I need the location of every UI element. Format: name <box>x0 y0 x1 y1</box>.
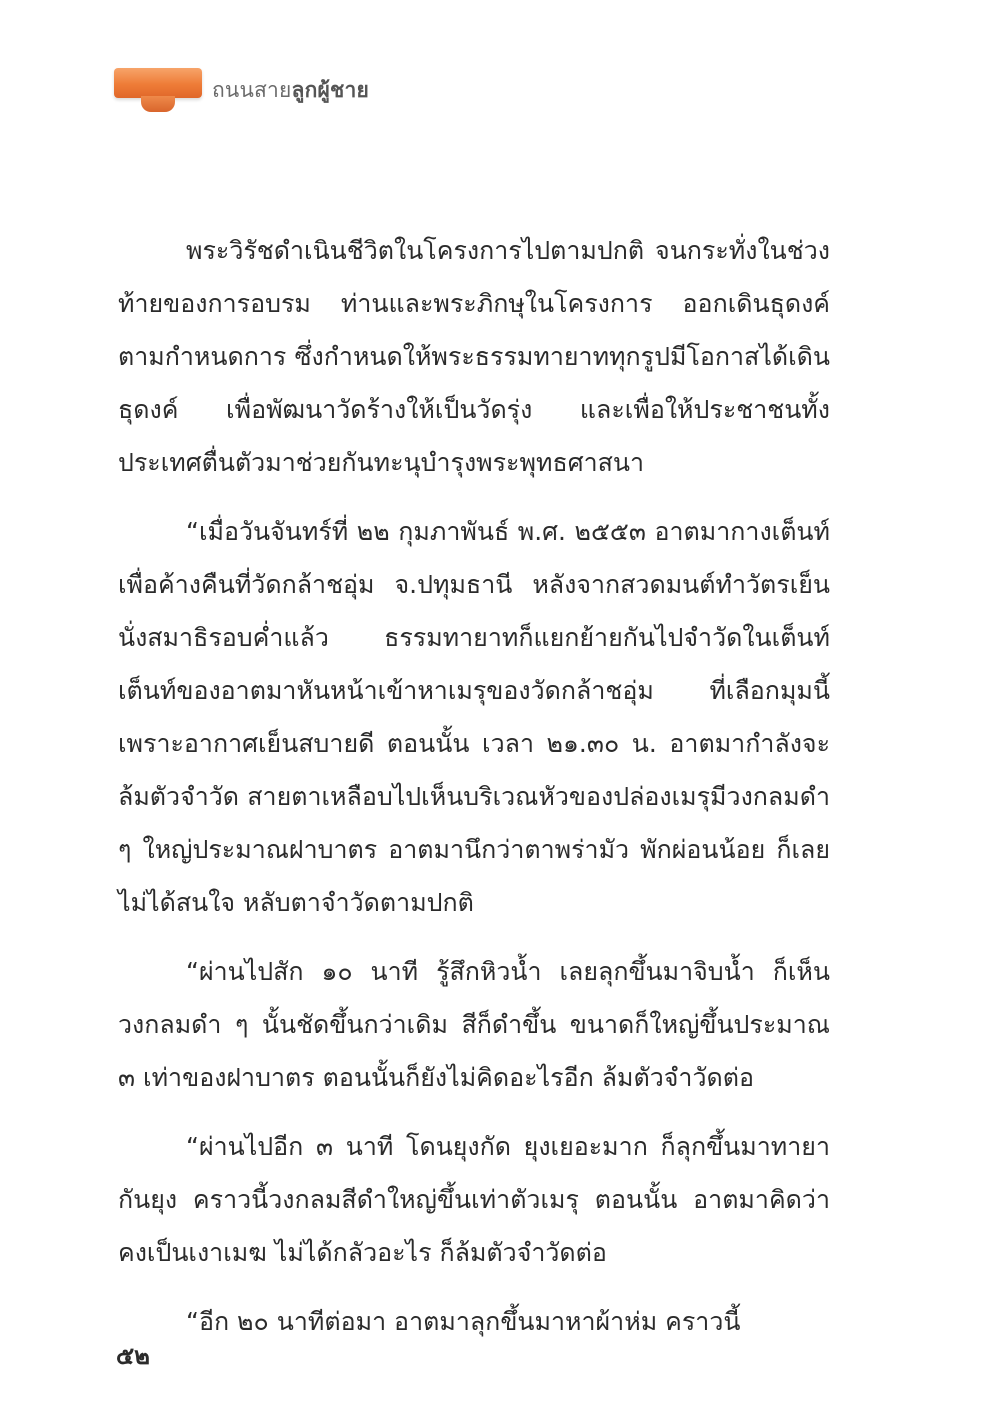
header-title <box>212 74 369 107</box>
header-title-part1: ถนนสาย <box>212 77 292 102</box>
paragraph: “อีก ๒๐ นาทีต่อมา อาตมาลุกขึ้นมาหาผ้าห่ม คราวนี้ <box>186 1307 741 1336</box>
book-cover-shape <box>114 68 202 98</box>
paragraph: “ผ่านไปอีก ๓ นาที โดนยุงกัด ยุงเยอะมาก ก็ลุกขึ้นมาทายากันยุง คราวนี้วงกลมสีดำใหญ่ขึ้นเท่าตัวเมรุ ตอนนั้น อาตมาคิดว่าคงเป็นเงาเมฆ ไม่ได้กลัวอะไร ก็ล้มตัวจำวัดต่อ <box>118 1132 830 1267</box>
book-icon <box>108 62 204 118</box>
book-spine-shape <box>141 96 175 112</box>
page-number: ๕๒ <box>116 1342 150 1370</box>
paragraph: “เมื่อวันจันทร์ที่ ๒๒ กุมภาพันธ์ พ.ศ. ๒๕๕๓ อาตมากางเต็นท์เพื่อค้างคืนที่วัดกล้าชอุ่ม จ.ปทุมธานี หลังจากสวดมนต์ทำวัตรเย็น นั่งสมาธิรอบค่ำแล้ว ธรรมทายาทก็แยกย้ายกันไปจำวัดในเต็นท์ เต็นท์ของอาตมาหันหน้าเข้าหาเมรุของวัดกล้าชอุ่ม ที่เลือกมุมนี้ เพราะอากาศเย็นสบายดี ตอนนั้น เวลา ๒๑.๓๐ น. อาตมากำลังจะล้มตัวจำวัด สายตาเหลือบไปเห็นบริเวณหัวของปล่องเมรุมีวงกลมดำ ๆ ใหญ่ประมาณฝาบาตร อาตมานึกว่าตาพร่ามัว พักผ่อนน้อย ก็เลยไม่ได้สนใจ หลับตาจำวัดตามปกติ <box>118 517 830 917</box>
running-header <box>108 60 369 120</box>
paragraph: “ผ่านไปสัก ๑๐ นาที รู้สึกหิวน้ำ เลยลุกขึ้นมาจิบน้ำ ก็เห็นวงกลมดำ ๆ นั้นชัดขึ้นกว่าเดิม สีก็ดำขึ้น ขนาดก็ใหญ่ขึ้นประมาณ ๓ เท่าของฝาบาตร ตอนนั้นก็ยังไม่คิดอะไรอีก ล้มตัวจำวัดต่อ <box>118 957 830 1092</box>
header-title-part2: ลูกผู้ชาย <box>291 77 369 102</box>
paragraph: พระวิรัชดำเนินชีวิตในโครงการไปตามปกติ จนกระทั่งในช่วงท้ายของการอบรม ท่านและพระภิกษุในโครงการ ออกเดินธุดงค์ตามกำหนดการ ซึ่งกำหนดให้พระธรรมทายาททุกรูปมีโอกาสได้เดินธุดงค์ เพื่อพัฒนาวัดร้างให้เป็นวัดรุ่ง และเพื่อให้ประชาชนทั้งประเทศตื่นตัวมาช่วยกันทะนุบำรุงพระพุทธศาสนา <box>118 236 830 477</box>
body-text <box>118 224 830 1364</box>
